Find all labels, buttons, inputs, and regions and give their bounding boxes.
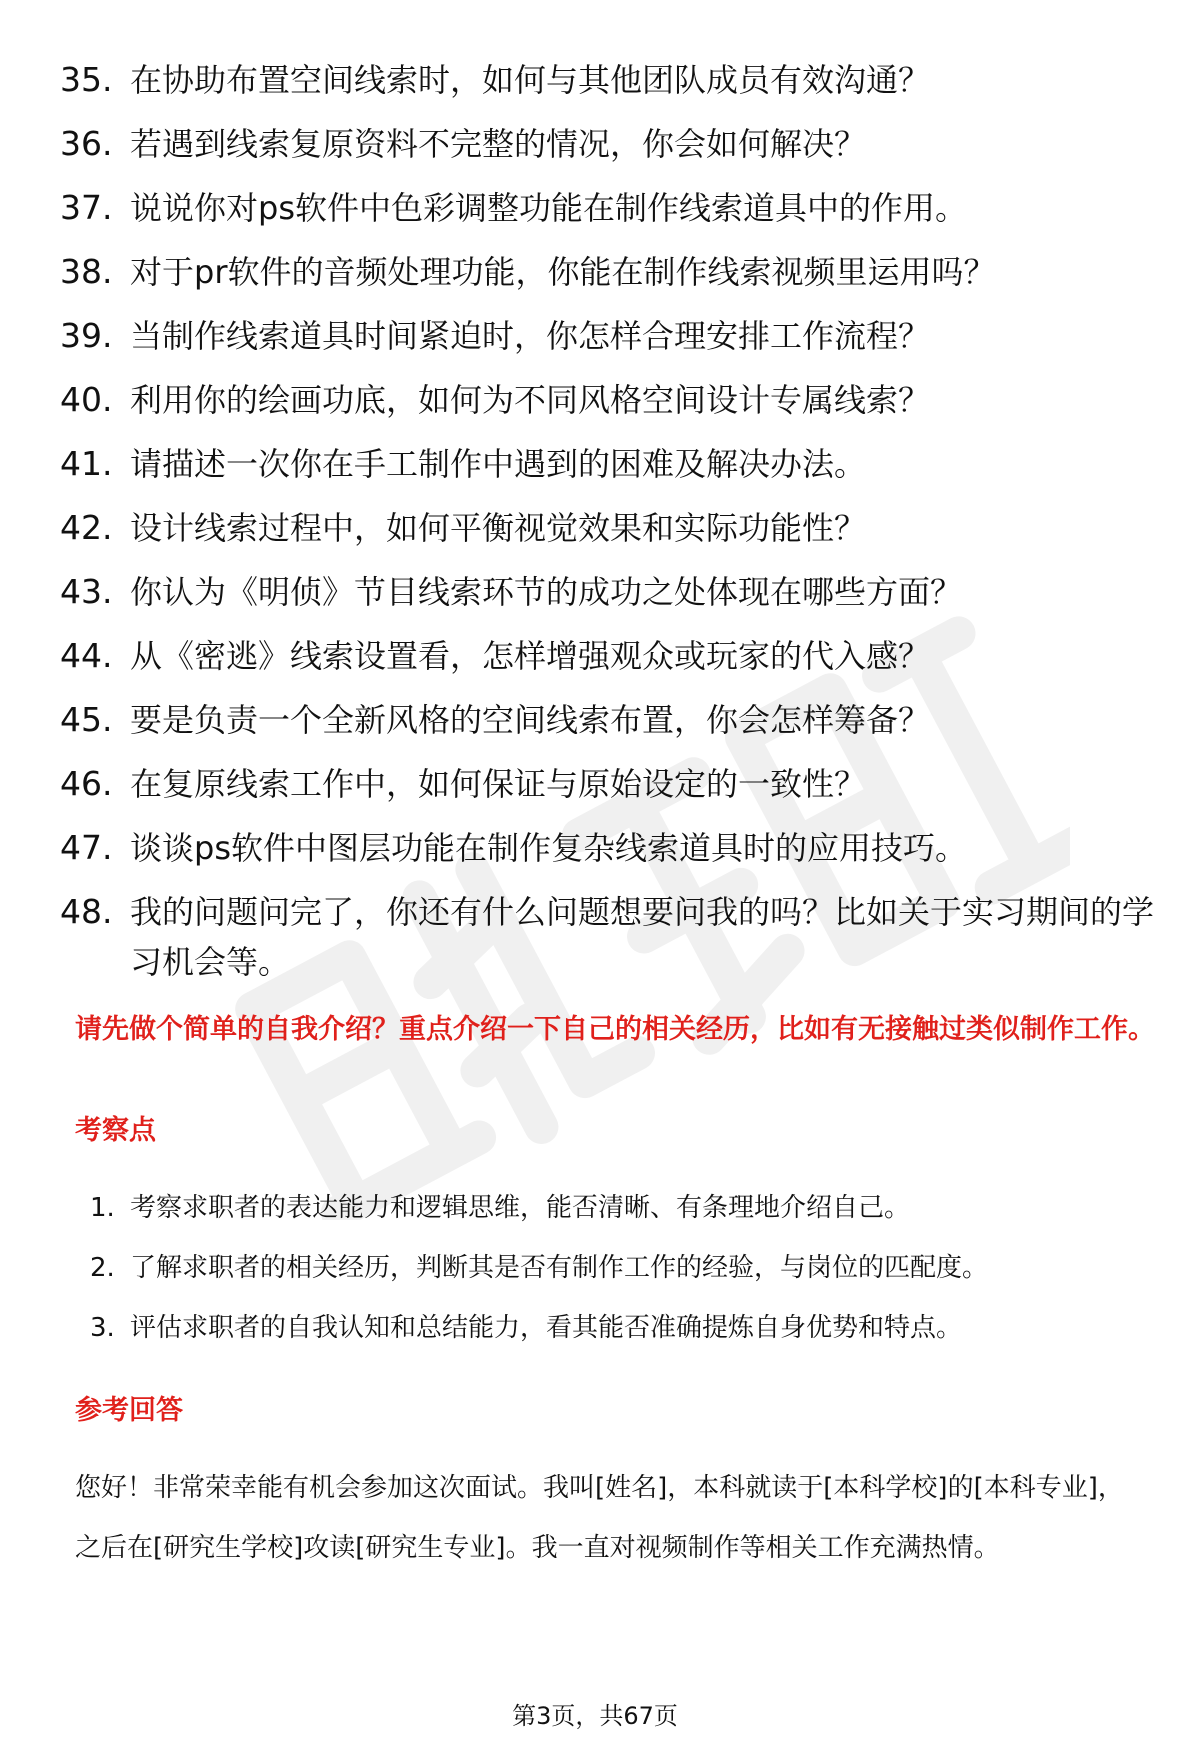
question-item — [60, 304, 1160, 368]
question-text: 谈谈ps软件中图层功能在制作复杂线索道具时的应用技巧。 — [130, 829, 967, 867]
question-number: 37. — [60, 188, 113, 227]
question-text: 设计线索过程中，如何平衡视觉效果和实际功能性？ — [130, 509, 867, 547]
question-text: 从《密逃》线索设置看，怎样增强观众或玩家的代入感？ — [130, 637, 931, 675]
question-number: 47. — [60, 828, 113, 867]
question-item — [60, 240, 1160, 304]
reference-answer-label: 参考回答 — [75, 1395, 183, 1426]
question-number: 43. — [60, 572, 113, 611]
question-number: 39. — [60, 316, 113, 355]
question-item — [60, 560, 1160, 624]
question-text: 若遇到线索复原资料不完整的情况，你会如何解决？ — [130, 125, 867, 163]
question-item — [60, 752, 1160, 816]
question-number: 42. — [60, 508, 113, 547]
question-text: 要是负责一个全新风格的空间线索布置，你会怎样筹备？ — [130, 701, 931, 739]
question-text: 利用你的绘画功底，如何为不同风格空间设计专属线索？ — [130, 381, 931, 419]
question-number: 41. — [60, 444, 113, 483]
question-list — [60, 48, 1160, 987]
focus-point — [90, 1178, 1150, 1238]
question-text: 你认为《明侦》节目线索环节的成功之处体现在哪些方面？ — [130, 573, 963, 611]
question-text: 在复原线索工作中，如何保证与原始设定的一致性？ — [130, 765, 867, 803]
focus-point-number: 3. — [90, 1313, 115, 1343]
focus-points-list — [90, 1178, 1150, 1358]
question-item — [60, 48, 1160, 112]
question-item — [60, 880, 1160, 987]
question-number: 35. — [60, 60, 113, 99]
focus-point-text: 评估求职者的自我认知和总结能力，看其能否准确提炼自身优势和特点。 — [130, 1313, 963, 1343]
question-text: 我的问题问完了，你还有什么问题想要问我的吗？比如关于实习期间的学习机会等。 — [130, 893, 1155, 981]
question-item — [60, 816, 1160, 880]
question-text: 对于pr软件的音频处理功能，你能在制作线索视频里运用吗？ — [130, 253, 996, 291]
focus-point-text: 考察求职者的表达能力和逻辑思维，能否清晰、有条理地介绍自己。 — [130, 1193, 911, 1223]
featured-question-heading: 请先做个简单的自我介绍？重点介绍一下自己的相关经历，比如有无接触过类似制作工作。 — [75, 1014, 1155, 1045]
focus-points-label: 考察点 — [75, 1115, 156, 1146]
question-number: 38. — [60, 252, 113, 291]
question-item — [60, 112, 1160, 176]
question-text: 请描述一次你在手工制作中遇到的困难及解决办法。 — [130, 445, 867, 483]
question-number: 44. — [60, 636, 113, 675]
question-item — [60, 688, 1160, 752]
reference-answer-text: 您好！非常荣幸能有机会参加这次面试。我叫[姓名]，本科就读于[本科学校]的[本科专业]，之后在[研究生学校]攻读[研究生专业]。我一直对视频制作等相关工作充满热情。 — [75, 1473, 1124, 1563]
focus-point-number: 2. — [90, 1253, 115, 1283]
question-number: 45. — [60, 700, 113, 739]
question-number: 48. — [60, 892, 113, 931]
question-item — [60, 176, 1160, 240]
question-text: 说说你对ps软件中色彩调整功能在制作线索道具中的作用。 — [130, 189, 967, 227]
question-text: 在协助布置空间线索时，如何与其他团队成员有效沟通？ — [130, 61, 931, 99]
question-item — [60, 496, 1160, 560]
focus-point-number: 1. — [90, 1193, 115, 1223]
question-item — [60, 368, 1160, 432]
question-text: 当制作线索道具时间紧迫时，你怎样合理安排工作流程？ — [130, 317, 931, 355]
focus-point-text: 了解求职者的相关经历，判断其是否有制作工作的经验，与岗位的匹配度。 — [130, 1253, 989, 1283]
question-item — [60, 432, 1160, 496]
focus-point — [90, 1238, 1150, 1298]
question-item — [60, 624, 1160, 688]
question-number: 36. — [60, 124, 113, 163]
page-number: 第3页，共67页 — [512, 1702, 678, 1730]
focus-point — [90, 1298, 1150, 1358]
question-number: 46. — [60, 764, 113, 803]
question-number: 40. — [60, 380, 113, 419]
